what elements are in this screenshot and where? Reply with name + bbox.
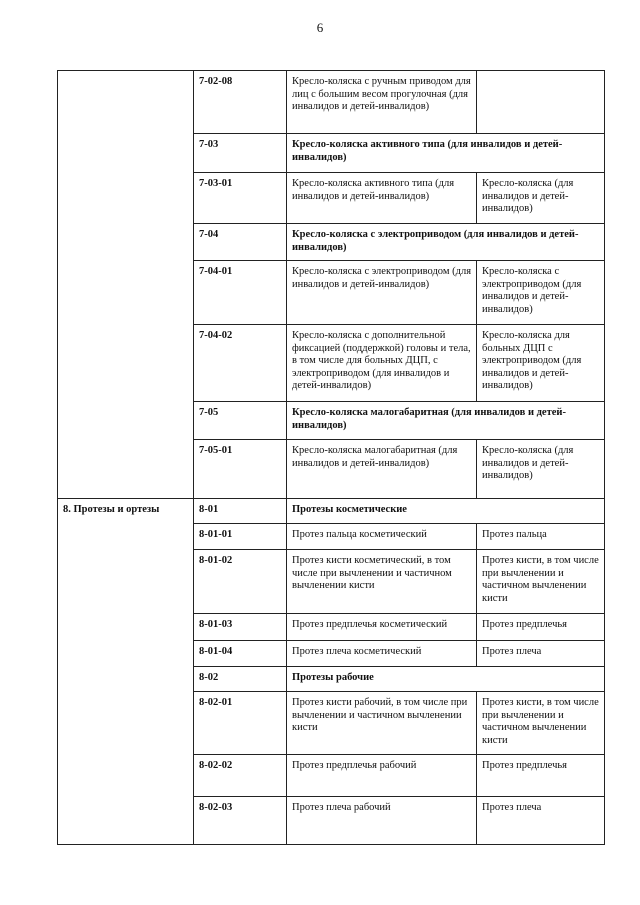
classification-table bbox=[57, 70, 605, 845]
row-description: Протез плеча bbox=[477, 641, 605, 667]
row-name: Протез предплечья косметический bbox=[287, 614, 477, 641]
row-description: Кресло-коляска (для инвалидов и детей-инвалидов) bbox=[477, 173, 605, 224]
row-code: 8-01-03 bbox=[194, 614, 287, 641]
row-description: Протез пальца bbox=[477, 524, 605, 550]
page-number: 6 bbox=[316, 20, 324, 35]
row-code: 7-04 bbox=[194, 224, 287, 261]
row-description: Протез предплечья bbox=[477, 614, 605, 641]
row-description: Кресло-коляска для больных ДЦП с электроприводом (для инвалидов и детей-инвалидов) bbox=[477, 325, 605, 402]
row-description: Протез кисти, в том числе при вычленении и частичном вычленении кисти bbox=[477, 550, 605, 614]
row-code: 8-02 bbox=[194, 667, 287, 692]
row-name: Протез кисти рабочий, в том числе при вычленении и частичном вычленении кисти bbox=[287, 692, 477, 755]
row-code: 7-03-01 bbox=[194, 173, 287, 224]
group-name: Кресло-коляска активного типа (для инвалидов и детей-инвалидов) bbox=[287, 134, 605, 173]
row-name: Кресло-коляска с дополнительной фиксацией (поддержкой) головы и тела, в том числе для больных ДЦП, с электроприводом (для инвалидов и детей-инвалидов) bbox=[287, 325, 477, 402]
row-code: 8-02-03 bbox=[194, 797, 287, 845]
row-code: 7-04-01 bbox=[194, 261, 287, 325]
row-code: 8-02-01 bbox=[194, 692, 287, 755]
row-description: Протез предплечья bbox=[477, 755, 605, 797]
row-name: Кресло-коляска с электроприводом (для инвалидов и детей-инвалидов) bbox=[287, 261, 477, 325]
row-name: Кресло-коляска малогабаритная (для инвалидов и детей-инвалидов) bbox=[287, 440, 477, 499]
row-name: Кресло-коляска активного типа (для инвалидов и детей-инвалидов) bbox=[287, 173, 477, 224]
group-name: Кресло-коляска малогабаритная (для инвалидов и детей-инвалидов) bbox=[287, 402, 605, 440]
row-code: 7-05-01 bbox=[194, 440, 287, 499]
row-name: Протез предплечья рабочий bbox=[287, 755, 477, 797]
row-description: Кресло-коляска (для инвалидов и детей-инвалидов) bbox=[477, 440, 605, 499]
row-description: Протез кисти, в том числе при вычленении и частичном вычленении кисти bbox=[477, 692, 605, 755]
row-code: 7-05 bbox=[194, 402, 287, 440]
group-name: Протезы косметические bbox=[287, 499, 605, 524]
row-code: 7-02-08 bbox=[194, 71, 287, 134]
row-code: 8-01 bbox=[194, 499, 287, 524]
section-title: 8. Протезы и ортезы bbox=[58, 499, 194, 845]
row-code: 8-01-04 bbox=[194, 641, 287, 667]
row-description bbox=[477, 71, 605, 134]
row-code: 7-04-02 bbox=[194, 325, 287, 402]
group-name: Кресло-коляска с электроприводом (для инвалидов и детей-инвалидов) bbox=[287, 224, 605, 261]
row-code: 8-02-02 bbox=[194, 755, 287, 797]
row-description: Протез плеча bbox=[477, 797, 605, 845]
row-code: 7-03 bbox=[194, 134, 287, 173]
group-name: Протезы рабочие bbox=[287, 667, 605, 692]
section-cell-empty bbox=[58, 71, 194, 499]
row-name: Протез кисти косметический, в том числе при вычленении и частичном вычленении кисти bbox=[287, 550, 477, 614]
row-code: 8-01-01 bbox=[194, 524, 287, 550]
table-row bbox=[58, 71, 605, 134]
row-name: Протез плеча рабочий bbox=[287, 797, 477, 845]
row-code: 8-01-02 bbox=[194, 550, 287, 614]
table-row bbox=[58, 499, 605, 524]
row-description: Кресло-коляска с электроприводом (для инвалидов и детей-инвалидов) bbox=[477, 261, 605, 325]
row-name: Кресло-коляска с ручным приводом для лиц с большим весом прогулочная (для инвалидов и детей-инвалидов) bbox=[287, 71, 477, 134]
row-name: Протез плеча косметический bbox=[287, 641, 477, 667]
row-name: Протез пальца косметический bbox=[287, 524, 477, 550]
